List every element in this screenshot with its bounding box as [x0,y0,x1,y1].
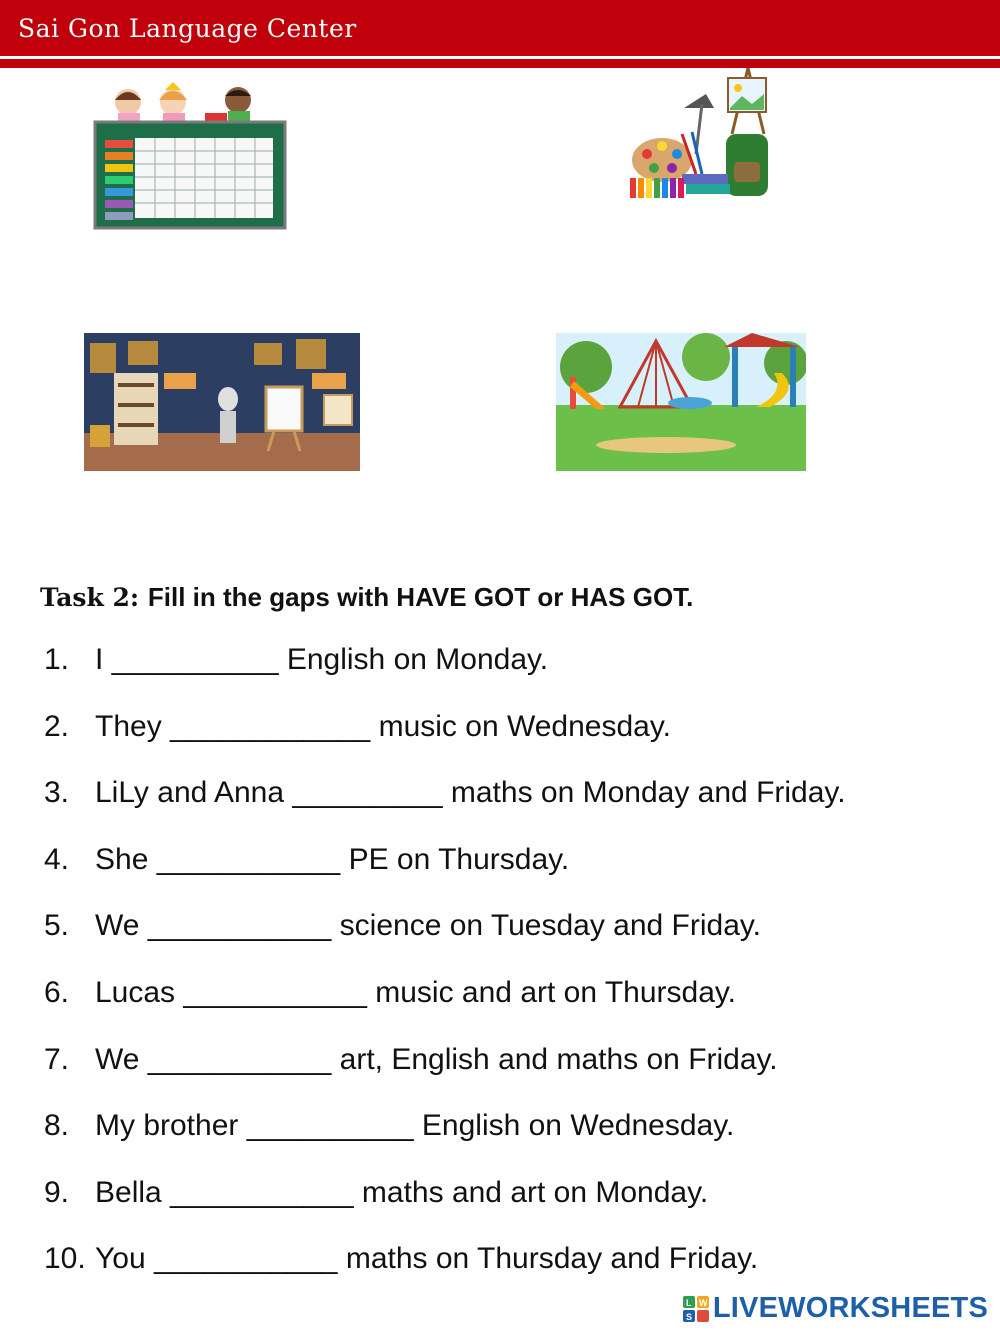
item-sentence: I __________ English on Monday. [95,643,549,676]
liveworksheets-brand [683,1292,988,1325]
item-number: 7. [44,1043,70,1076]
task-heading [40,582,693,613]
task-instruction: Fill in the gaps with HAVE GOT or HAS GOT. [147,582,694,612]
item-sentence: We ___________ science on Tuesday and Friday. [95,909,762,942]
item-sentence: They ____________ music on Wednesday. [95,710,671,743]
item-number: 4. [44,843,70,876]
item-sentence: My brother __________ English on Wednesday. [95,1109,735,1142]
item-number: 10. [44,1242,86,1275]
item-sentence: Lucas ___________ music and art on Thursday. [95,976,736,1009]
brand-name: LIVEWORKSHEETS [712,1292,988,1324]
item-sentence: You ___________ maths on Thursday and Friday. [95,1242,759,1275]
item-number: 5. [44,909,70,942]
item-number: 6. [44,976,70,1009]
item-sentence: Bella ___________ maths and art on Monday. [95,1176,709,1209]
item-sentence: We ___________ art, English and maths on Friday. [95,1043,778,1076]
art-supplies-image [622,64,772,204]
item-number: 1. [44,643,70,676]
svg-text:W: W [698,1297,708,1308]
item-number: 3. [44,776,70,809]
art-room-image [84,333,360,471]
liveworksheets-logo-icon [683,1296,709,1322]
item-number: 9. [44,1176,70,1209]
task-label: Task 2: [40,583,140,612]
svg-text:S: S [685,1311,692,1322]
timetable-image [93,80,288,230]
item-number: 8. [44,1109,70,1142]
item-sentence: She ___________ PE on Thursday. [95,843,570,876]
header-divider [0,59,1000,68]
item-number: 2. [44,710,70,743]
svg-text:L: L [685,1297,692,1308]
item-sentence: LiLy and Anna _________ maths on Monday and Friday. [95,776,846,809]
header-title: Sai Gon Language Center [18,14,357,43]
playground-image [556,333,806,471]
header-bar [0,0,1000,56]
